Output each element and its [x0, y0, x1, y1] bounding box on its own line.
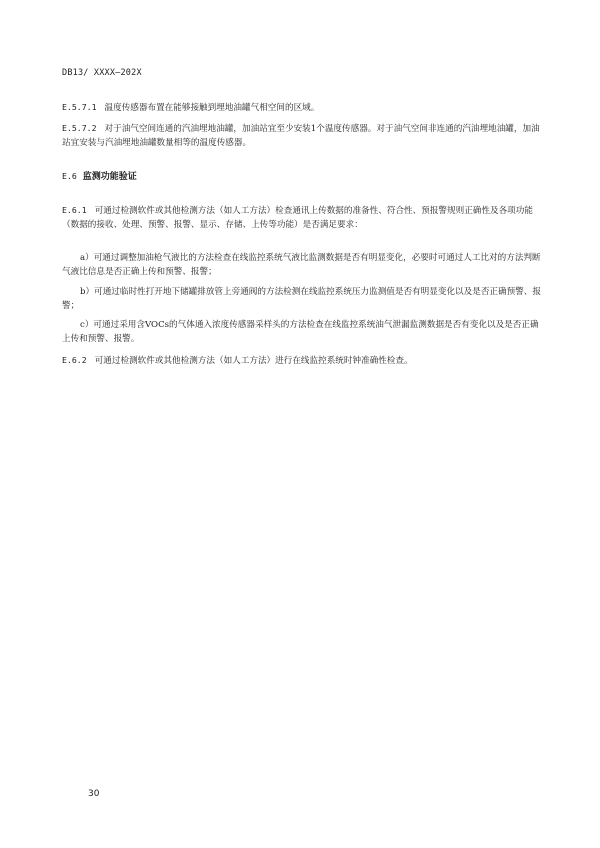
- clause-number: E.6.2: [62, 355, 87, 365]
- page-number: 30: [88, 789, 100, 799]
- document-code: DB13/ XXXX—202X: [62, 68, 142, 78]
- section-heading: [62, 169, 137, 182]
- clause-e61: [62, 203, 542, 232]
- clause-e572: [62, 121, 542, 150]
- clause-text: 温度传感器布置在能够接触到埋地油罐气相空间的区域。: [104, 103, 320, 113]
- list-item-a: a）可通过调整加油枪气液比的方法检查在线监控系统气液比监测数据是否有明显变化，必要时可通过人工比对的方法判断气液比信息是否正确上传和预警、报警；: [62, 253, 541, 277]
- section-title-text: 监测功能验证: [82, 172, 137, 182]
- clause-number: E.5.7.2: [62, 123, 97, 133]
- clause-e62: [62, 353, 542, 368]
- list-item-b: b）可通过临时性打开地下储罐排放管上旁通阀的方法检测在线监控系统压力监测值是否有明显变化以及是否正确预警、报警；: [62, 287, 541, 311]
- clause-e571: [62, 100, 542, 115]
- clause-text: 可通过检测软件或其他检测方法（如人工方法）进行在线监控系统时钟准确性检查。: [94, 356, 413, 366]
- clause-number: E.5.7.1: [62, 102, 97, 112]
- clause-text: 对于油气空间连通的汽油埋地油罐，加油站宜至少安装1个温度传感器。对于油气空间非连通的汽油埋地油罐，加油站宜安装与汽油埋地油罐数量相等的温度传感器。: [62, 124, 540, 148]
- section-number: E.6: [62, 171, 77, 181]
- clause-text: 可通过检测软件或其他检测方法（如人工方法）检查通讯上传数据的准备性、符合性、预报警规则正确性及各项功能（数据的接收、处理、预警、报警、显示、存储、上传等功能）是否满足要求：: [62, 206, 533, 230]
- list-item-c: c）可通过采用含VOCs的气体通入浓度传感器采样头的方法检查在线监控系统油气泄漏监测数据是否有变化以及是否正确上传和预警、报警。: [62, 320, 539, 344]
- clause-number: E.6.1: [62, 205, 87, 215]
